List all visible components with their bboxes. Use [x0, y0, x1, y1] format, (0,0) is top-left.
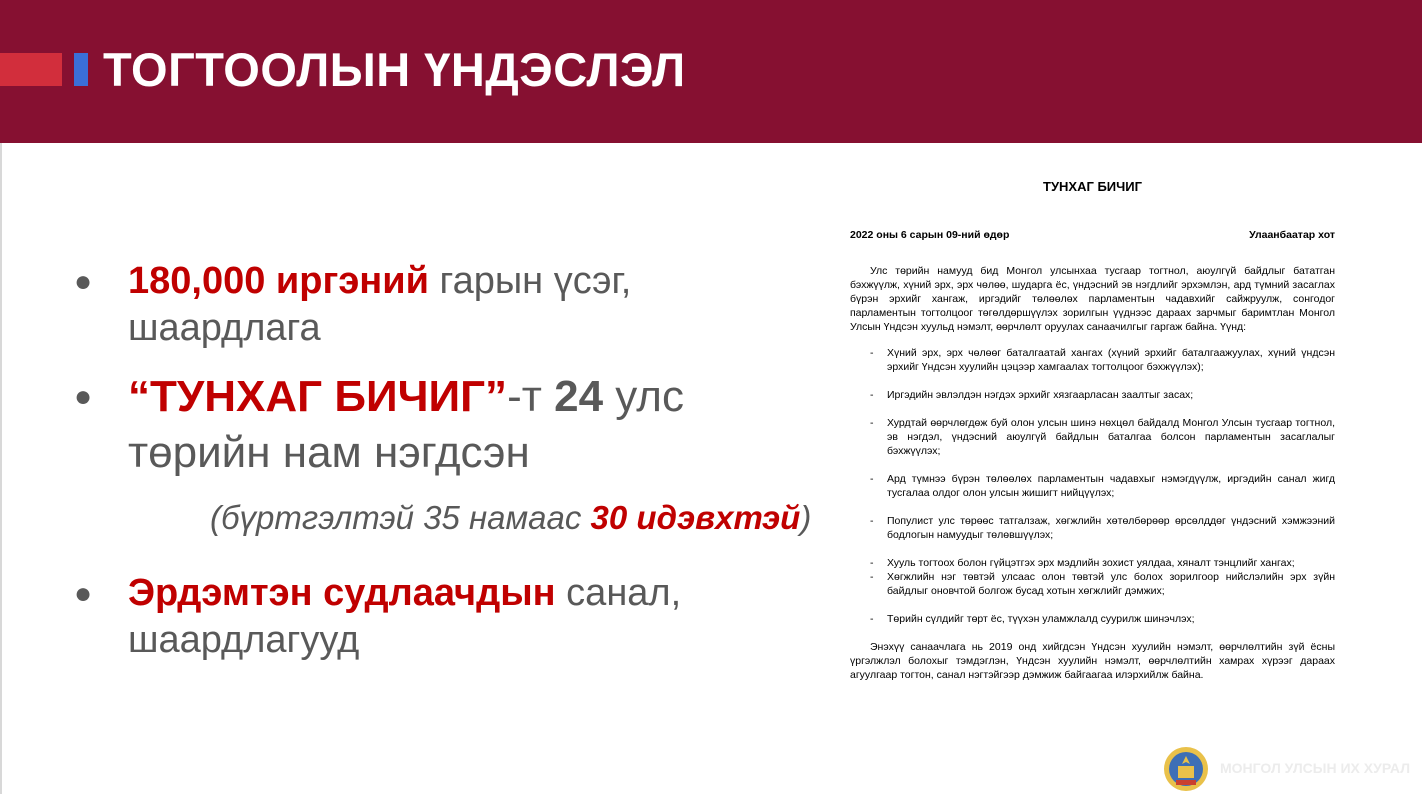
- list-item: - Ард түмнээ бүрэн төлөөлөх парламентын чадавхыг нэмэгдүүлж, иргэдийн санал жигд тусгалаа олдог олон улсын жишигт нийцүүлэх;: [850, 472, 1335, 500]
- bullet-declaration-text: [128, 369, 814, 481]
- bullet-text: гарын үсэг, шаардлага: [128, 260, 632, 349]
- document-place: Улаанбаатар хот: [1249, 229, 1335, 241]
- bullet-text: санал, шаардлагууд: [128, 572, 682, 661]
- bullet-highlight: 180,000 иргэний: [128, 260, 429, 302]
- bullet-text: улс төрийн нам нэгдсэн: [128, 372, 684, 477]
- header-accent-red: [0, 53, 62, 86]
- document-date: 2022 оны 6 сарын 09-ний өдөр: [850, 229, 1010, 241]
- list-item: - Иргэдийн эвлэлдэн нэгдэх эрхийг хязгаарласан заалтыг засах;: [850, 388, 1335, 402]
- bullet-dot: ●: [74, 265, 93, 298]
- header-accent-blue: [74, 53, 88, 86]
- list-item: - Хүний эрх, эрх чөлөөг баталгаатай хангах (хүний эрхийг баталгаажуулах, хүний үндсэн эрхийг Үндсэн хуулийн цэцээр хамгаалах тогтолцоог бэхжүүлэх);: [850, 346, 1335, 374]
- slide-left-border: [0, 143, 2, 794]
- list-item: - Хөгжлийн нэг төвтэй улсаас олон төвтэй улс болох зорилгоор нийслэлийн эрх зүйн байдлыг оновчтой болгож бусад хотын хөгжлийг дэмжих;: [850, 570, 1335, 598]
- list-item: - Хууль тогтоох болон гүйцэтгэх эрх мэдлийн зохист уялдаа, хяналт тэнцлийг хангах;: [850, 556, 1335, 570]
- bullet-scholars: [74, 570, 814, 664]
- note-text-close: ): [800, 499, 812, 536]
- document-intro: Улс төрийн намууд бид Монгол улсынхаа тусгаар тогтнол, аюулгүй байдлыг бататган бэхжүүлж, хүний эрх, эрх чөлөө, шударга ёс, үндэсний эв нэгдлийг эрхэмлэн, ард түмний засаглах бүрэн эрхийг хангаж, иргэдийг төлөөлөх парламентын чадавхийг сайжруулж, сонгодог парламентын тогтолцоог төгөлдөршүүлэх зорилгын үүднээс дараах зарчмыг баримтлан Монгол Улсын Үндсэн хуульд нэмэлт, өөрчлөлт оруулах санаачилгыг гаргаж байна. Үүнд:: [850, 265, 1335, 333]
- slide-title: ТОГТООЛЫН ҮНДЭСЛЭЛ: [103, 43, 686, 96]
- document-list: [850, 346, 1335, 626]
- bullet-declaration: [74, 369, 814, 481]
- list-item: - Хурдтай өөрчлөгдөж буй олон улсын шинэ нөхцөл байдалд Монгол Улсын тусгаар тогтнол, эв нэгдэл, үндэсний аюулгүй байдлын баталгаа болсон парламентын засаглалыг бэхжүүлэх;: [850, 416, 1335, 458]
- note-highlight: 30 идэвхтэй: [590, 499, 801, 536]
- document-title: ТУНХАГ БИЧИГ: [1043, 179, 1142, 194]
- state-emblem-icon: [1163, 746, 1209, 792]
- party-count: 24: [554, 372, 604, 421]
- bullet-highlight: “ТУНХАГ БИЧИГ”: [128, 372, 508, 421]
- bullet-dot: ●: [74, 577, 93, 610]
- document-outro: Энэхүү санаачлага нь 2019 онд хийгдсэн Үндсэн хуулийн нэмэлт, өөрчлөлтийн зүй ёсны үргэлжлэл болохыг тэмдэглэн, Үндсэн хуулийн нэмэлт, өөрчлөлтийн хамрах хүрээг дараах агуулгаар тогтон, санал нэгтэйгээр дэмжиж байгаагаа илэрхийлж байна.: [850, 641, 1335, 681]
- bullet-highlight: Эрдэмтэн судлаачдын: [128, 572, 556, 614]
- document-meta: [850, 228, 1335, 242]
- note-text-open: (бүртгэлтэй 35 намаас: [210, 499, 591, 536]
- bullet-list: [74, 258, 814, 664]
- bullet-note: [74, 496, 814, 540]
- parliament-watermark: МОНГОЛ УЛСЫН ИХ ХУРАЛ: [1220, 760, 1411, 776]
- bullet-text-mid: -т: [507, 372, 555, 421]
- slide-header: [0, 0, 1422, 143]
- declaration-document: [850, 180, 1335, 693]
- list-item: - Популист улс төрөөс татгалзаж, хөгжлийн хөтөлбөрөөр өрсөлддөг үндэсний хэмжээний бодлогын намуудыг төлөвшүүлэх;: [850, 514, 1335, 542]
- bullet-dot: ●: [74, 380, 93, 413]
- bullet-signatures: [74, 258, 814, 352]
- list-item: - Төрийн сүлдийг төрт ёс, түүхэн уламжлалд суурилж шинэчлэх;: [850, 612, 1335, 626]
